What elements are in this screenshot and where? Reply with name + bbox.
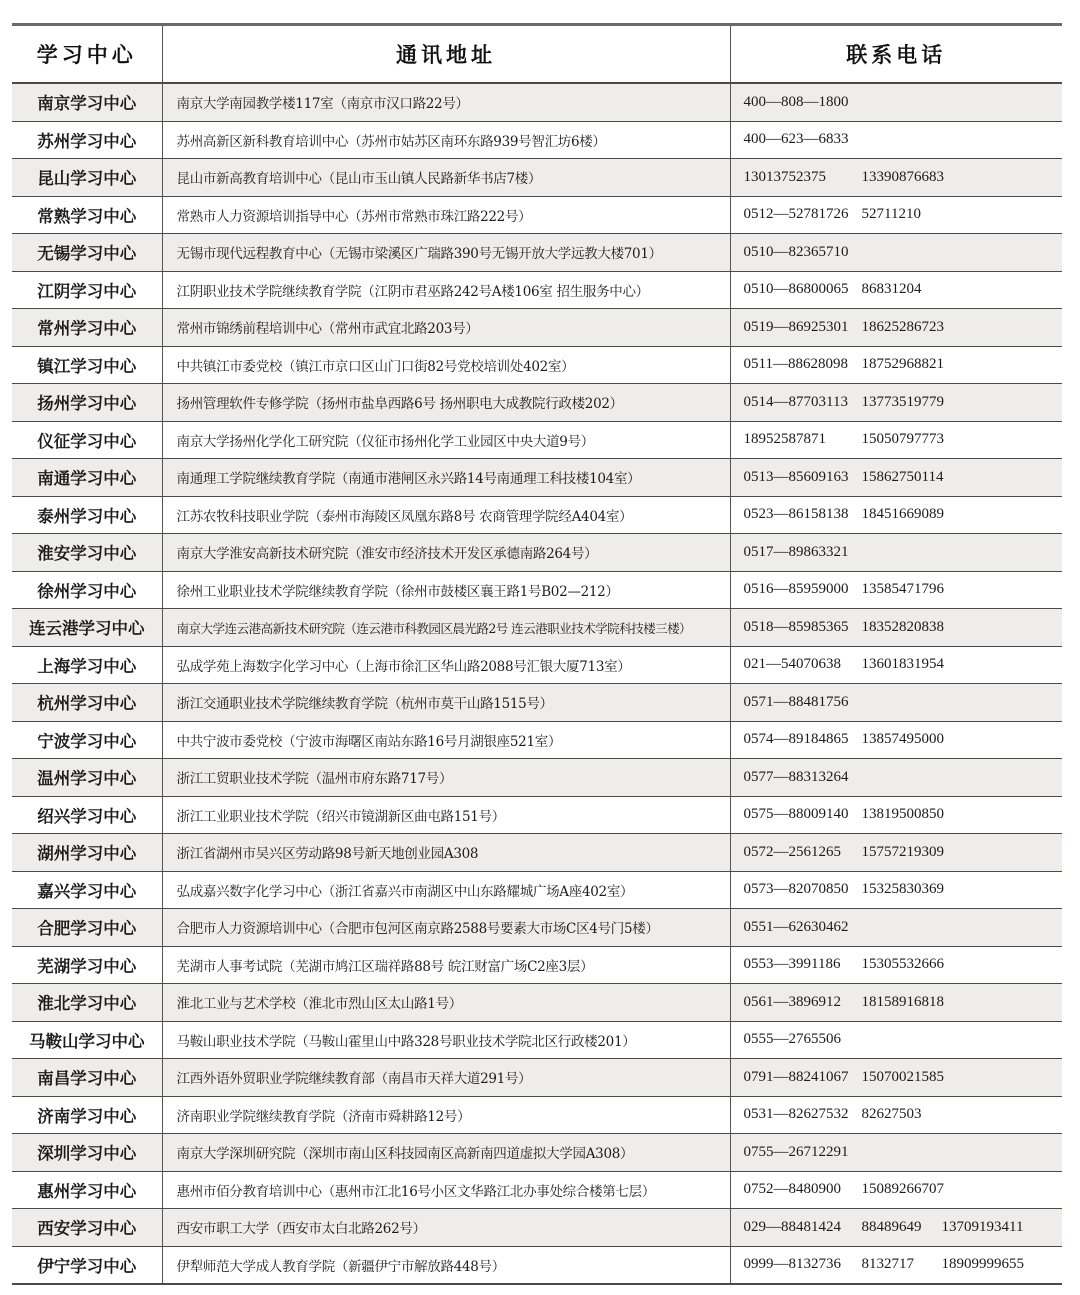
table-row xyxy=(12,721,1062,759)
phone-number: 0523—86158138 xyxy=(743,506,849,523)
center-name-cell: 宁波学习中心 xyxy=(12,721,162,759)
center-name-cell: 嘉兴学习中心 xyxy=(12,871,162,909)
center-name-cell: 仪征学习中心 xyxy=(12,421,162,459)
phone-cell xyxy=(730,1246,1062,1284)
phone-cell xyxy=(730,1059,1062,1097)
phone-cell xyxy=(730,121,1062,159)
phone-number: 0755—26712291 xyxy=(743,1143,849,1160)
address-cell: 芜湖市人事考试院（芜湖市鸠江区瑞祥路88号 皖江财富广场C2座3层） xyxy=(162,946,730,984)
center-name-cell: 淮安学习中心 xyxy=(12,534,162,572)
table-row xyxy=(12,234,1062,272)
table-body xyxy=(12,83,1062,1284)
phone-cell xyxy=(730,1209,1062,1247)
phone-number: 0512—52781726 xyxy=(743,206,849,223)
phone-number: 029—88481424 xyxy=(743,1218,841,1235)
phone-number: 0555—2765506 xyxy=(743,1031,841,1048)
center-name-cell: 昆山学习中心 xyxy=(12,159,162,197)
phone-number: 86831204 xyxy=(861,281,922,298)
table-row xyxy=(12,1171,1062,1209)
table-header-row xyxy=(12,25,1062,84)
table-row xyxy=(12,121,1062,159)
phone-number: 15757219309 xyxy=(861,843,944,860)
address-cell: 南京大学淮安高新技术研究院（淮安市经济技术开发区承德南路264号） xyxy=(162,534,730,572)
phone-cell xyxy=(730,159,1062,197)
phone-number: 0516—85959000 xyxy=(743,581,849,598)
phone-cell xyxy=(730,534,1062,572)
address-cell: 济南职业学院继续教育学院（济南市舜耕路12号） xyxy=(162,1096,730,1134)
phone-number: 0572—2561265 xyxy=(743,843,841,860)
address-cell: 弘成嘉兴数字化学习中心（浙江省嘉兴市南湖区中山东路耀城广场A座402室） xyxy=(162,871,730,909)
phone-number: 15089266707 xyxy=(861,1181,944,1198)
phone-cell xyxy=(730,759,1062,797)
phone-number: 0511—88628098 xyxy=(743,356,848,373)
address-cell: 中共镇江市委党校（镇江市京口区山门口街82号党校培训处402室） xyxy=(162,346,730,384)
study-center-table-container xyxy=(12,23,1062,1285)
center-name-cell: 镇江学习中心 xyxy=(12,346,162,384)
phone-cell xyxy=(730,721,1062,759)
table-row xyxy=(12,759,1062,797)
table-row xyxy=(12,421,1062,459)
address-cell: 惠州市佰分教育培训中心（惠州市江北16号小区文华路江北办事处综合楼第七层） xyxy=(162,1171,730,1209)
phone-number: 13601831954 xyxy=(861,656,944,673)
center-name-cell: 上海学习中心 xyxy=(12,646,162,684)
center-name-cell: 惠州学习中心 xyxy=(12,1171,162,1209)
center-name-cell: 连云港学习中心 xyxy=(12,609,162,647)
center-name-cell: 扬州学习中心 xyxy=(12,384,162,422)
table-row xyxy=(12,609,1062,647)
phone-cell xyxy=(730,909,1062,947)
table-row xyxy=(12,271,1062,309)
phone-number: 13773519779 xyxy=(861,393,944,410)
header-address: 通讯地址 xyxy=(162,25,730,84)
phone-number: 0510—82365710 xyxy=(743,243,849,260)
phone-cell xyxy=(730,384,1062,422)
address-cell: 扬州管理软件专修学院（扬州市盐阜西路6号 扬州职电大成教院行政楼202） xyxy=(162,384,730,422)
table-row xyxy=(12,684,1062,722)
address-cell: 伊犁师范大学成人教育学院（新疆伊宁市解放路448号） xyxy=(162,1246,730,1284)
center-name-cell: 苏州学习中心 xyxy=(12,121,162,159)
phone-cell xyxy=(730,1096,1062,1134)
address-cell: 苏州高新区新科教育培训中心（苏州市姑苏区南环东路939号智汇坊6楼） xyxy=(162,121,730,159)
address-cell: 浙江省湖州市吴兴区劳动路98号新天地创业园A308 xyxy=(162,834,730,872)
address-cell: 弘成学苑上海数字化学习中心（上海市徐汇区华山路2088号汇银大厦713室） xyxy=(162,646,730,684)
center-name-cell: 淮北学习中心 xyxy=(12,984,162,1022)
center-name-cell: 绍兴学习中心 xyxy=(12,796,162,834)
address-cell: 江西外语外贸职业学院继续教育部（南昌市天祥大道291号） xyxy=(162,1059,730,1097)
phone-cell xyxy=(730,1134,1062,1172)
center-name-cell: 芜湖学习中心 xyxy=(12,946,162,984)
center-name-cell: 深圳学习中心 xyxy=(12,1134,162,1172)
phone-cell xyxy=(730,834,1062,872)
phone-number: 82627503 xyxy=(861,1106,922,1123)
phone-cell xyxy=(730,571,1062,609)
center-name-cell: 温州学习中心 xyxy=(12,759,162,797)
phone-number: 13857495000 xyxy=(861,731,944,748)
table-row xyxy=(12,871,1062,909)
phone-number: 13013752375 xyxy=(743,168,826,185)
phone-cell xyxy=(730,496,1062,534)
center-name-cell: 湖州学习中心 xyxy=(12,834,162,872)
table-row xyxy=(12,1134,1062,1172)
phone-cell xyxy=(730,309,1062,347)
phone-number: 13819500850 xyxy=(861,806,944,823)
table-row xyxy=(12,909,1062,947)
phone-cell xyxy=(730,346,1062,384)
phone-number: 18952587871 xyxy=(743,431,826,448)
phone-number: 8132717 xyxy=(861,1256,914,1273)
phone-cell xyxy=(730,1171,1062,1209)
center-name-cell: 马鞍山学习中心 xyxy=(12,1021,162,1059)
table-row xyxy=(12,384,1062,422)
header-center: 学习中心 xyxy=(12,25,162,84)
phone-number: 0514—87703113 xyxy=(743,393,848,410)
table-row xyxy=(12,1209,1062,1247)
phone-number: 0510—86800065 xyxy=(743,281,849,298)
phone-number: 0553—3991186 xyxy=(743,956,841,973)
center-name-cell: 徐州学习中心 xyxy=(12,571,162,609)
center-name-cell: 泰州学习中心 xyxy=(12,496,162,534)
phone-number: 0518—85985365 xyxy=(743,618,849,635)
address-cell: 合肥市人力资源培训中心（合肥市包河区南京路2588号要素大市场C区4号门5楼） xyxy=(162,909,730,947)
table-row xyxy=(12,1096,1062,1134)
phone-number: 15325830369 xyxy=(861,881,944,898)
phone-number: 15050797773 xyxy=(861,431,944,448)
table-row xyxy=(12,346,1062,384)
center-name-cell: 南京学习中心 xyxy=(12,83,162,121)
address-cell: 浙江工业职业技术学院（绍兴市镜湖新区曲屯路151号） xyxy=(162,796,730,834)
phone-number: 13585471796 xyxy=(861,581,944,598)
address-cell: 南京大学连云港高新技术研究院（连云港市科教园区晨光路2号 连云港职业技术学院科技楼三楼） xyxy=(162,609,730,647)
phone-number: 18451669089 xyxy=(861,506,944,523)
table-row xyxy=(12,946,1062,984)
phone-number: 0573—82070850 xyxy=(743,881,849,898)
address-cell: 常州市锦绣前程培训中心（常州市武宜北路203号） xyxy=(162,309,730,347)
address-cell: 江苏农牧科技职业学院（泰州市海陵区凤凰东路8号 农商管理学院经A404室） xyxy=(162,496,730,534)
phone-number: 0574—89184865 xyxy=(743,731,849,748)
address-cell: 马鞍山职业技术学院（马鞍山霍里山中路328号职业技术学院北区行政楼201） xyxy=(162,1021,730,1059)
phone-cell xyxy=(730,609,1062,647)
phone-number: 18909999655 xyxy=(941,1256,1024,1273)
phone-number: 0517—89863321 xyxy=(743,543,849,560)
center-name-cell: 无锡学习中心 xyxy=(12,234,162,272)
table-row xyxy=(12,83,1062,121)
table-row xyxy=(12,1246,1062,1284)
table-row xyxy=(12,196,1062,234)
table-row xyxy=(12,796,1062,834)
phone-number: 13390876683 xyxy=(861,168,944,185)
address-cell: 西安市职工大学（西安市太白北路262号） xyxy=(162,1209,730,1247)
phone-number: 15070021585 xyxy=(861,1068,944,1085)
phone-number: 88489649 xyxy=(861,1218,922,1235)
phone-cell xyxy=(730,796,1062,834)
address-cell: 南京大学南园教学楼117室（南京市汉口路22号） xyxy=(162,83,730,121)
phone-number: 15862750114 xyxy=(861,468,944,485)
phone-number: 0752—8480900 xyxy=(743,1181,841,1198)
phone-cell xyxy=(730,196,1062,234)
phone-cell xyxy=(730,459,1062,497)
phone-number: 0519—86925301 xyxy=(743,318,849,335)
center-name-cell: 南昌学习中心 xyxy=(12,1059,162,1097)
phone-cell xyxy=(730,234,1062,272)
address-cell: 浙江交通职业技术学院继续教育学院（杭州市莫干山路1515号） xyxy=(162,684,730,722)
phone-cell xyxy=(730,83,1062,121)
phone-number: 52711210 xyxy=(861,206,921,223)
table-row xyxy=(12,534,1062,572)
phone-cell xyxy=(730,984,1062,1022)
table-row xyxy=(12,1021,1062,1059)
phone-number: 0513—85609163 xyxy=(743,468,849,485)
table-row xyxy=(12,459,1062,497)
center-name-cell: 南通学习中心 xyxy=(12,459,162,497)
phone-number: 15305532666 xyxy=(861,956,944,973)
address-cell: 南京大学扬州化学化工研究院（仪征市扬州化学工业园区中央大道9号） xyxy=(162,421,730,459)
table-row xyxy=(12,309,1062,347)
phone-number: 0571—88481756 xyxy=(743,693,849,710)
table-row xyxy=(12,646,1062,684)
center-name-cell: 合肥学习中心 xyxy=(12,909,162,947)
center-name-cell: 常州学习中心 xyxy=(12,309,162,347)
address-cell: 中共宁波市委党校（宁波市海曙区南站东路16号月湖银座521室） xyxy=(162,721,730,759)
address-cell: 江阴职业技术学院继续教育学院（江阴市君巫路242号A楼106室 招生服务中心） xyxy=(162,271,730,309)
phone-number: 18158916818 xyxy=(861,993,944,1010)
address-cell: 昆山市新高教育培训中心（昆山市玉山镇人民路新华书店7楼） xyxy=(162,159,730,197)
table-row xyxy=(12,496,1062,534)
study-center-table xyxy=(12,23,1062,1285)
address-cell: 浙江工贸职业技术学院（温州市府东路717号） xyxy=(162,759,730,797)
center-name-cell: 江阴学习中心 xyxy=(12,271,162,309)
phone-number: 0531—82627532 xyxy=(743,1106,849,1123)
phone-number: 021—54070638 xyxy=(743,656,841,673)
table-row xyxy=(12,1059,1062,1097)
center-name-cell: 常熟学习中心 xyxy=(12,196,162,234)
center-name-cell: 西安学习中心 xyxy=(12,1209,162,1247)
phone-number: 18752968821 xyxy=(861,356,944,373)
phone-number: 0999—8132736 xyxy=(743,1256,841,1273)
center-name-cell: 杭州学习中心 xyxy=(12,684,162,722)
phone-number: 400—623—6833 xyxy=(743,131,849,148)
phone-cell xyxy=(730,646,1062,684)
phone-number: 18352820838 xyxy=(861,618,944,635)
phone-cell xyxy=(730,946,1062,984)
address-cell: 徐州工业职业技术学院继续教育学院（徐州市鼓楼区襄王路1号B02—212） xyxy=(162,571,730,609)
address-cell: 无锡市现代远程教育中心（无锡市梁溪区广瑞路390号无锡开放大学远教大楼701） xyxy=(162,234,730,272)
table-row xyxy=(12,159,1062,197)
phone-cell xyxy=(730,871,1062,909)
phone-number: 0791—88241067 xyxy=(743,1068,849,1085)
table-row xyxy=(12,984,1062,1022)
center-name-cell: 济南学习中心 xyxy=(12,1096,162,1134)
phone-number: 0551—62630462 xyxy=(743,918,849,935)
address-cell: 南通理工学院继续教育学院（南通市港闸区永兴路14号南通理工科技楼104室） xyxy=(162,459,730,497)
phone-number: 13709193411 xyxy=(941,1218,1024,1235)
phone-cell xyxy=(730,421,1062,459)
phone-number: 18625286723 xyxy=(861,318,944,335)
address-cell: 淮北工业与艺术学校（淮北市烈山区太山路1号） xyxy=(162,984,730,1022)
address-cell: 常熟市人力资源培训指导中心（苏州市常熟市珠江路222号） xyxy=(162,196,730,234)
table-row xyxy=(12,834,1062,872)
header-phone: 联系电话 xyxy=(730,25,1062,84)
phone-cell xyxy=(730,1021,1062,1059)
phone-number: 0561—3896912 xyxy=(743,993,841,1010)
phone-number: 0575—88009140 xyxy=(743,806,849,823)
phone-cell xyxy=(730,271,1062,309)
phone-number: 0577—88313264 xyxy=(743,768,849,785)
center-name-cell: 伊宁学习中心 xyxy=(12,1246,162,1284)
address-cell: 南京大学深圳研究院（深圳市南山区科技园南区高新南四道虚拟大学园A308） xyxy=(162,1134,730,1172)
phone-cell xyxy=(730,684,1062,722)
phone-number: 400—808—1800 xyxy=(743,93,849,110)
table-row xyxy=(12,571,1062,609)
